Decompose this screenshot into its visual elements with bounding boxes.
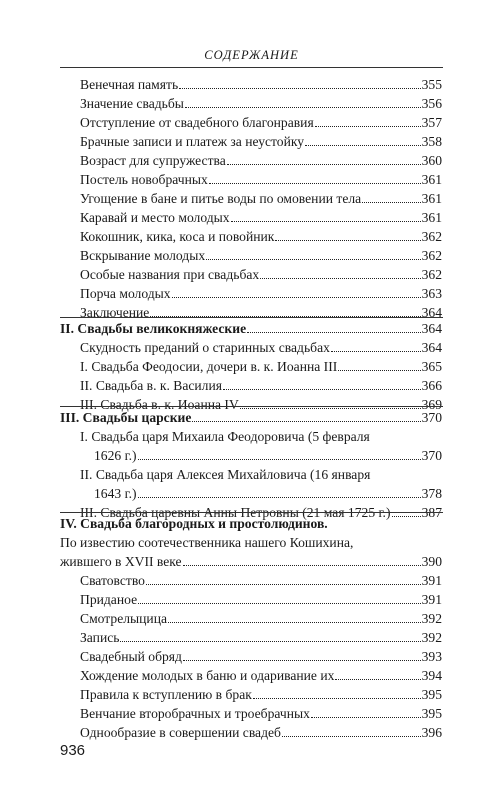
- toc-entry[interactable]: жившего в XVII веке 390: [60, 554, 442, 569]
- toc-entry[interactable]: II. Свадьба в. к. Василия 366: [80, 378, 442, 393]
- toc-entry[interactable]: Особые названия при свадьбах 362: [80, 267, 442, 282]
- toc-entry-first-line[interactable]: II. Свадьба царя Алексея Михайловича (16 января: [80, 467, 371, 482]
- toc-entry[interactable]: Запись 392: [80, 630, 442, 645]
- toc-entry[interactable]: Угощение в бане и питье воды по омовении тела 361: [80, 191, 442, 206]
- toc-entry[interactable]: Значение свадьбы 356: [80, 96, 442, 111]
- toc-entry[interactable]: Сватовство 391: [80, 573, 442, 588]
- toc-entry[interactable]: Порча молодых 363: [80, 286, 442, 301]
- section-divider: [60, 317, 443, 318]
- toc-entry[interactable]: III. Свадьба в. к. Иоанна IV 369: [80, 397, 442, 412]
- toc-section-heading[interactable]: II. Свадьбы великокняжеские 364: [60, 321, 442, 336]
- running-header: СОДЕРЖАНИЕ: [204, 48, 299, 62]
- toc-entry[interactable]: 1626 г.) 370: [94, 448, 442, 463]
- toc-entry-first-line[interactable]: I. Свадьба царя Михаила Феодоровича (5 февраля: [80, 429, 370, 444]
- toc-entry[interactable]: Венчание второбрачных и троебрачных 395: [80, 706, 442, 721]
- toc-entry[interactable]: Брачные записи и платеж за неустойку 358: [80, 134, 442, 149]
- toc-entry[interactable]: Возраст для супружества 360: [80, 153, 442, 168]
- toc-entry[interactable]: Каравай и место молодых 361: [80, 210, 442, 225]
- toc-entry[interactable]: Приданое 391: [80, 592, 442, 607]
- toc-entry[interactable]: Однообразие в совершении свадеб 396: [80, 725, 442, 740]
- toc-section-heading[interactable]: III. Свадьбы царские 370: [60, 410, 442, 425]
- toc-entry[interactable]: Венечная память 355: [80, 77, 442, 92]
- section-divider: [60, 406, 443, 407]
- page-number: 936: [60, 742, 86, 759]
- toc-entry[interactable]: Хождение молодых в баню и одаривание их 394: [80, 668, 442, 683]
- toc-entry-first-line[interactable]: По известию соотечественника нашего Кошихина,: [60, 535, 354, 550]
- toc-entry[interactable]: Правила к вступлению в брак 395: [80, 687, 442, 702]
- toc-entry[interactable]: Постель новобрачных 361: [80, 172, 442, 187]
- toc-entry[interactable]: Свадебный обряд 393: [80, 649, 442, 664]
- toc-entry[interactable]: Смотрелыцица 392: [80, 611, 442, 626]
- section-divider: [60, 512, 443, 513]
- toc-entry[interactable]: III. Свадьба царевны Анны Петровны (21 мая 1725 г.) 387: [80, 505, 442, 520]
- toc-entry[interactable]: Скудность преданий о старинных свадьбах 364: [80, 340, 442, 355]
- toc-entry[interactable]: I. Свадьба Феодосии, дочери в. к. Иоанна III 365: [80, 359, 442, 374]
- toc-entry[interactable]: Кокошник, кика, коса и повойник 362: [80, 229, 442, 244]
- toc-section-heading[interactable]: IV. Свадьба благородных и простолюдинов.: [60, 516, 328, 531]
- toc-entry[interactable]: Отступление от свадебного благонравия 357: [80, 115, 442, 130]
- toc-entry[interactable]: Заключение 364: [80, 305, 442, 320]
- toc-entry[interactable]: Вскрывание молодых 362: [80, 248, 442, 263]
- toc-entry[interactable]: 1643 г.) 378: [94, 486, 442, 501]
